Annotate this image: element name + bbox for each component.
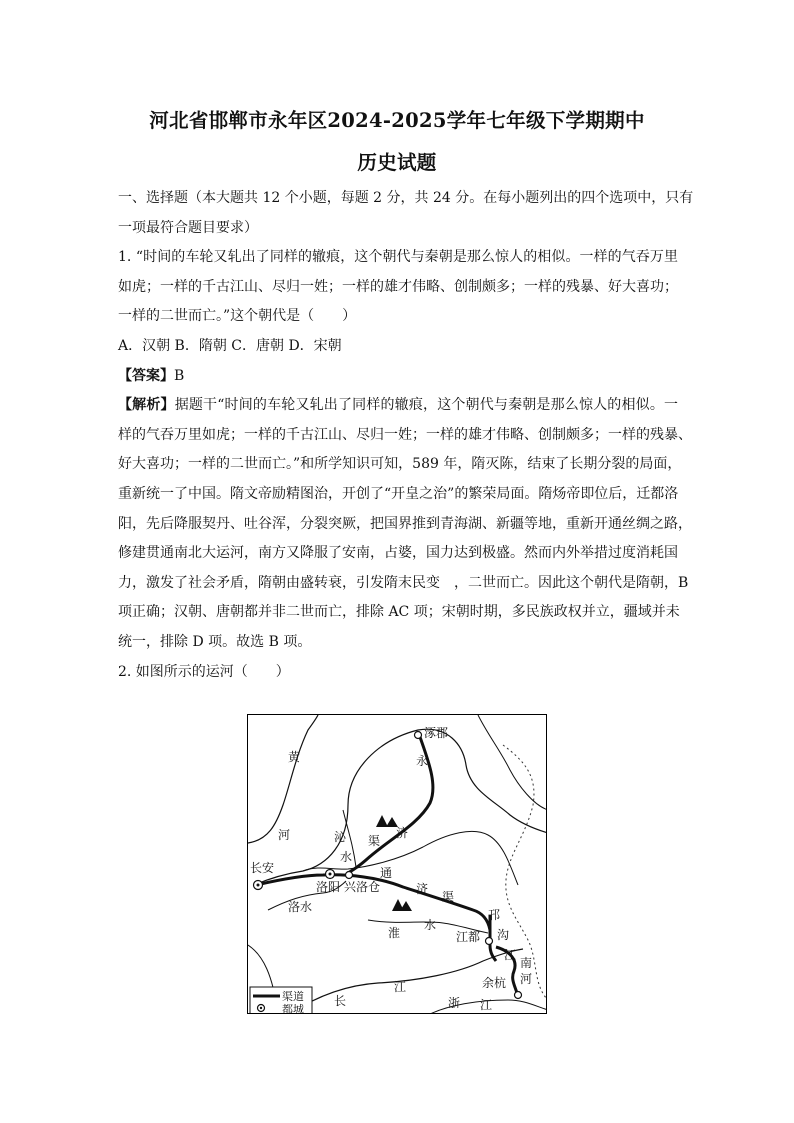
map-label-jiangdu: 江都: [456, 930, 481, 944]
analysis-tag: 【解析】: [118, 397, 175, 414]
map-label-huai: 淮: [388, 926, 401, 940]
legend-canal-label: 渠道: [282, 990, 304, 1003]
granary-icon-south: [392, 899, 412, 911]
q1-analysis-line-9: 统一，排除 D 项。故选 B 项。: [118, 633, 312, 650]
map-label-shui-huai: 水: [424, 918, 437, 932]
q1-analysis-line-2: 样的气吞万里如虎；一样的千古江山、尽归一姓；一样的雄才伟略、创制颇多；一样的残暴、: [118, 426, 692, 443]
q1-stem-line-3: 一样的二世而亡。”这个朝代是（ ）: [118, 308, 357, 325]
map-label-qin: 沁: [334, 830, 347, 844]
q1-analysis-line-1: [118, 391, 678, 421]
map-label-tong: 通: [380, 866, 393, 880]
q1-analysis-line-5: 阳，先后降服契丹、吐谷浑，分裂突厥，把国界推到青海湖、新疆等地，重新开通丝绸之路，: [118, 515, 692, 532]
answer-value: B: [174, 367, 185, 384]
answer-tag: 【答案】: [118, 367, 174, 384]
legend-capital-label: 都城: [282, 1003, 304, 1015]
city-marker-yuhang: [515, 992, 522, 999]
map-label-luoshui: 洛水: [288, 900, 313, 914]
q1-analysis-line-8: 项正确；汉朝、唐朝都并非二世而亡，排除 AC 项；宋朝时期，多民族政权并立，疆域并未: [118, 604, 680, 621]
map-label-chang: 长: [334, 994, 347, 1008]
section-instruction-line-1: 一、选择题（本大题共 12 个小题，每题 2 分，共 24 分。在每小题列出的四个选项中，只有: [118, 190, 694, 206]
map-label-jiang-z: 江: [480, 998, 493, 1012]
tributary-north: [478, 715, 547, 810]
map-label-luoyang: 洛阳: [316, 880, 341, 894]
map-label-zhuojun: 涿郡: [424, 726, 449, 740]
q1-stem-line-2: 如虎；一样的千古江山、尽归一姓；一样的雄才伟略、创制颇多；一样的残暴、好大喜功；: [118, 278, 678, 295]
map-label-huang: 黄: [288, 750, 301, 764]
q1-options: A．汉朝 B．隋朝 C．唐朝 D．宋朝: [118, 337, 342, 354]
yellow-river-upper: [248, 715, 318, 843]
map-label-shui-qin: 水: [340, 850, 353, 864]
map-label-han: 邗: [488, 908, 501, 922]
map-label-yong: 永: [416, 754, 429, 768]
document-subtitle: 历史试题: [357, 151, 437, 174]
granary-icon-north: [376, 815, 398, 827]
map-drawing: [248, 715, 547, 1014]
city-marker-jiangdu: [486, 938, 493, 945]
question-text-block: [118, 184, 694, 687]
map-label-changan: 长安: [250, 861, 275, 875]
q1-analysis-line-7: 力，激发了社会矛盾，隋朝由盛转衰，引发隋末民变 ，二世而亡。因此这个朝代是隋朝，B: [118, 574, 689, 591]
section-instruction-line-2: 一项最符合题目要求）: [118, 219, 258, 236]
map-label-zhe: 浙: [448, 996, 461, 1010]
map-label-he: 河: [278, 828, 291, 842]
grand-canal-map: [247, 714, 547, 1014]
q2-stem: 2. 如图所示的运河（ ）: [118, 663, 290, 680]
map-legend: [250, 987, 312, 1014]
map-label-xingluocang: 兴洛仓: [344, 880, 381, 894]
map-label-jiang-c: 江: [394, 980, 407, 994]
analysis-first-text: 据题干“时间的车轮又轧出了同样的辙痕，这个朝代与秦朝是那么惊人的相似。一: [174, 397, 679, 414]
city-marker-xingluocang: [346, 872, 353, 879]
q1-analysis-line-3: 好大喜功；一样的二世而亡。”和所学知识可知，589 年，隋灭陈，结束了长期分裂的局面，: [118, 456, 682, 473]
map-label-jiang-s: 江: [504, 948, 517, 962]
map-label-qu-top: 渠: [368, 834, 381, 848]
q1-answer-line: [118, 362, 678, 392]
map-label-yuhang: 余杭: [482, 976, 507, 990]
city-marker-zhuojun: [415, 732, 422, 739]
map-label-qu-mid: 渠: [442, 890, 455, 904]
document-title: 河北省邯郸市永年区2024-2025学年七年级下学期期中: [149, 109, 645, 132]
q1-analysis-line-6: 修建贯通南北大运河，南方又降服了安南，占婆，国力达到极盛。然而内外举措过度消耗国: [118, 545, 678, 562]
map-label-gou: 沟: [497, 928, 510, 942]
map-label-ji-top: 济: [396, 826, 409, 840]
map-label-he-s: 河: [520, 972, 533, 986]
map-label-ji-mid: 济: [416, 882, 429, 896]
map-label-nan: 南: [520, 956, 533, 970]
q1-analysis-line-4: 重新统一了中国。隋文帝励精图治，开创了“开皇之治”的繁荣局面。隋炀帝即位后，迁都洛: [118, 485, 679, 502]
q1-stem-line-1: 1. “时间的车轮又轧出了同样的辙痕，这个朝代与秦朝是那么惊人的相似。一样的气吞万里: [118, 249, 678, 266]
